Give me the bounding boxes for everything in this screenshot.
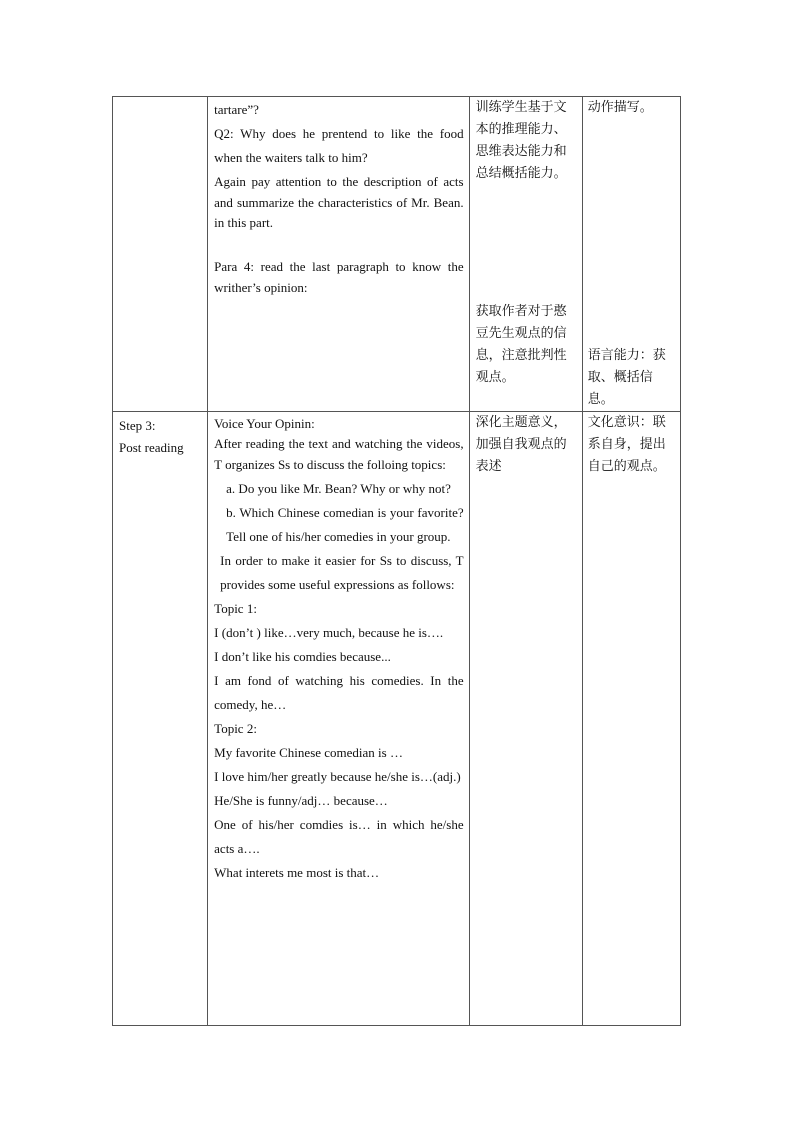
expression: What interets me most is that… [214, 865, 380, 880]
topic-1-label: Topic 1: [214, 601, 257, 616]
instruction-text: Again pay attention to the description of acts and summarize the characteristics of Mr. Bean. in this part. [214, 174, 464, 230]
skill-text: 语言能力：获取、概括信息。 [587, 348, 666, 407]
table-row [113, 412, 681, 1026]
expression: I (don’t ) like…very much, because he is…. [214, 625, 444, 640]
expression: I love him/her greatly because he/she is…(adj.) [214, 769, 461, 784]
para-4-instruction: Para 4: read the last paragraph to know the writher’s opinion: [214, 258, 464, 295]
topic-b: b. Which Chinese comedian is your favorite? Tell one of his/her comedies in your group. [226, 505, 464, 544]
expression: He/She is funny/adj… because… [214, 793, 388, 808]
topic-2-label: Topic 2: [214, 721, 257, 736]
expression: One of his/her comdies is… in which he/she acts a…. [214, 817, 464, 856]
content-cell [208, 97, 469, 412]
goal-text: 训练学生基于文本的推理能力、思维表达能力和总结概括能力。 [475, 100, 567, 181]
step-name: Post reading [119, 440, 184, 455]
expression: My favorite Chinese comedian is … [214, 745, 403, 760]
step-cell [113, 412, 208, 1026]
question-2: Q2: Why does he prentend to like the food when the waiters talk to him? [214, 126, 464, 165]
skill-text: 文化意识：联系自身，提出自己的观点。 [587, 415, 666, 474]
step-cell [113, 97, 208, 412]
goal-cell [469, 412, 582, 1026]
skill-cell [582, 412, 680, 1026]
lesson-plan-table [112, 96, 681, 1026]
skill-cell [582, 97, 680, 412]
content-cell [208, 412, 469, 1026]
activity-title: Voice Your Opinin: [214, 416, 315, 431]
goal-text: 深化主题意义，加强自我观点的表述 [475, 415, 567, 474]
step-label: Step 3: [119, 418, 156, 433]
table-row [113, 97, 681, 412]
expression: I am fond of watching his comedies. In the comedy, he… [214, 673, 464, 712]
topic-a: a. Do you like Mr. Bean? Why or why not? [226, 481, 451, 496]
goal-cell [469, 97, 582, 412]
skill-text: 动作描写。 [587, 100, 653, 115]
expression: I don’t like his comdies because... [214, 649, 391, 664]
activity-intro: After reading the text and watching the videos, T organizes Ss to discuss the folloing topics: [214, 436, 464, 472]
content-line: tartare”? [214, 102, 259, 117]
help-text: In order to make it easier for Ss to discuss, T provides some useful expressions as follows: [220, 553, 464, 592]
goal-text: 获取作者对于憨豆先生观点的信息，注意批判性观点。 [475, 304, 567, 385]
